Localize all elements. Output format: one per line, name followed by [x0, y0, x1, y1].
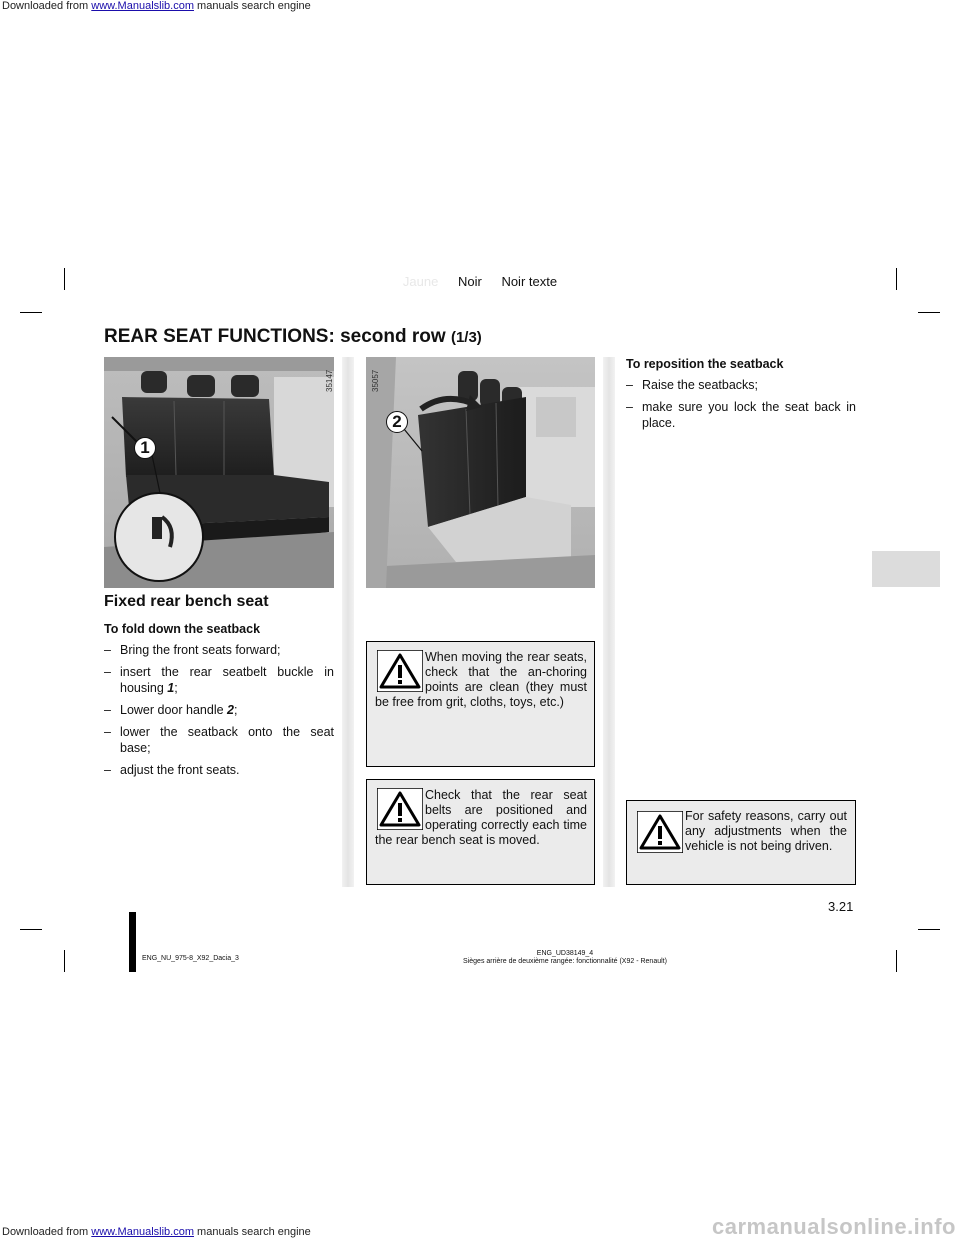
dash: –: [104, 703, 111, 717]
step-text: Lower door handle: [120, 703, 228, 717]
bottom-download-banner: [2, 1226, 311, 1238]
warning-text-content: When moving the rear seats, check that the an-choring points are clean (they must be free from grit, cloths, toys, etc.): [375, 650, 587, 709]
footer-bar: [129, 912, 136, 972]
crop-mark: [918, 312, 940, 313]
step-text: ;: [233, 703, 238, 717]
dash: –: [626, 378, 633, 392]
crop-mark: [896, 950, 897, 972]
title-main: REAR SEAT FUNCTIONS: second row: [104, 326, 451, 347]
warning-box-safety: [626, 800, 856, 885]
reposition-heading: To reposition the seatback: [626, 357, 784, 371]
warning-text-content: Check that the rear seat belts are positioned and operating correctly each time the rear bench seat is moved.: [375, 788, 587, 847]
section-heading: Fixed rear bench seat: [104, 593, 269, 610]
step-text: adjust the front seats.: [120, 763, 240, 777]
banner-prefix: Downloaded from: [2, 1226, 92, 1238]
color-mark-noir-texte: Noir texte: [501, 274, 558, 289]
dash: –: [626, 400, 633, 414]
footer-center-code: ENG_UD38149_4: [536, 950, 594, 957]
callout-1: 1: [134, 437, 156, 459]
crop-mark: [20, 929, 42, 930]
list-item: [104, 724, 334, 756]
download-banner: [2, 0, 311, 12]
color-mark-noir: Noir: [457, 274, 482, 289]
list-item: [104, 702, 334, 718]
dash: –: [104, 725, 111, 739]
crop-mark: [20, 312, 42, 313]
step-text: Raise the seatbacks;: [642, 378, 759, 392]
step-ref: 2: [227, 703, 234, 717]
warning-text: [375, 650, 587, 710]
footer-left-code: ENG_NU_975-8_X92_Dacia_3: [142, 955, 239, 962]
folded-seat-photo: [366, 357, 595, 588]
step-text: Bring the front seats forward;: [120, 643, 281, 657]
footer-center: [400, 950, 730, 966]
step-text: ;: [174, 681, 178, 695]
callout-2: 2: [386, 411, 408, 433]
crop-mark: [918, 929, 940, 930]
chapter-tab: [872, 551, 940, 587]
step-text: make sure you lock the seat back in place.: [642, 400, 856, 430]
manualslib-link[interactable]: www.Manualslib.com: [91, 0, 194, 12]
banner-suffix: manuals search engine: [193, 1226, 311, 1238]
warning-text: For safety reasons, carry out any adjustments when the vehicle is not being driven.: [685, 809, 847, 853]
color-mark-jaune: Jaune: [402, 274, 439, 289]
warning-box-anchoring: [366, 641, 595, 767]
folded-seat-illustration: [366, 357, 595, 588]
footer-center-description: Sièges arrière de deuxième rangée: fonctionnalité (X92 - Renault): [463, 958, 667, 965]
banner-prefix: Downloaded from: [2, 0, 92, 12]
dash: –: [104, 643, 111, 657]
color-marks: [0, 274, 960, 289]
manualslib-link-bottom[interactable]: www.Manualslib.com: [91, 1226, 194, 1238]
dash: –: [104, 763, 111, 777]
image-id-middle: 35057: [371, 369, 380, 392]
page-title: [104, 326, 482, 348]
list-item: [626, 399, 856, 431]
step-text: insert the rear seatbelt buckle in housing: [120, 665, 334, 695]
dash: –: [104, 665, 111, 679]
reposition-steps: [626, 377, 856, 431]
column-divider: [603, 357, 615, 887]
warning-icon: [637, 811, 683, 853]
step-ref: 1: [167, 681, 175, 695]
list-item: [626, 377, 856, 393]
column-divider: [342, 357, 354, 887]
carmanualsonline-watermark: carmanualsonline.info: [712, 1214, 956, 1239]
list-item: [104, 664, 334, 696]
page-number: 3.21: [828, 899, 854, 914]
banner-suffix: manuals search engine: [193, 0, 311, 12]
fold-down-heading: To fold down the seatback: [104, 622, 261, 636]
warning-box-seatbelts: [366, 779, 595, 885]
crop-mark: [64, 950, 65, 972]
title-part: (1/3): [450, 329, 482, 346]
fold-down-steps: [104, 642, 334, 778]
list-item: [104, 762, 334, 778]
bench-seat-illustration: [104, 357, 334, 588]
bench-seat-photo: [104, 357, 334, 588]
warning-text: [375, 788, 587, 848]
image-id-left: 35147: [325, 369, 334, 392]
list-item: [104, 642, 334, 658]
step-text: lower the seatback onto the seat base;: [120, 725, 334, 755]
